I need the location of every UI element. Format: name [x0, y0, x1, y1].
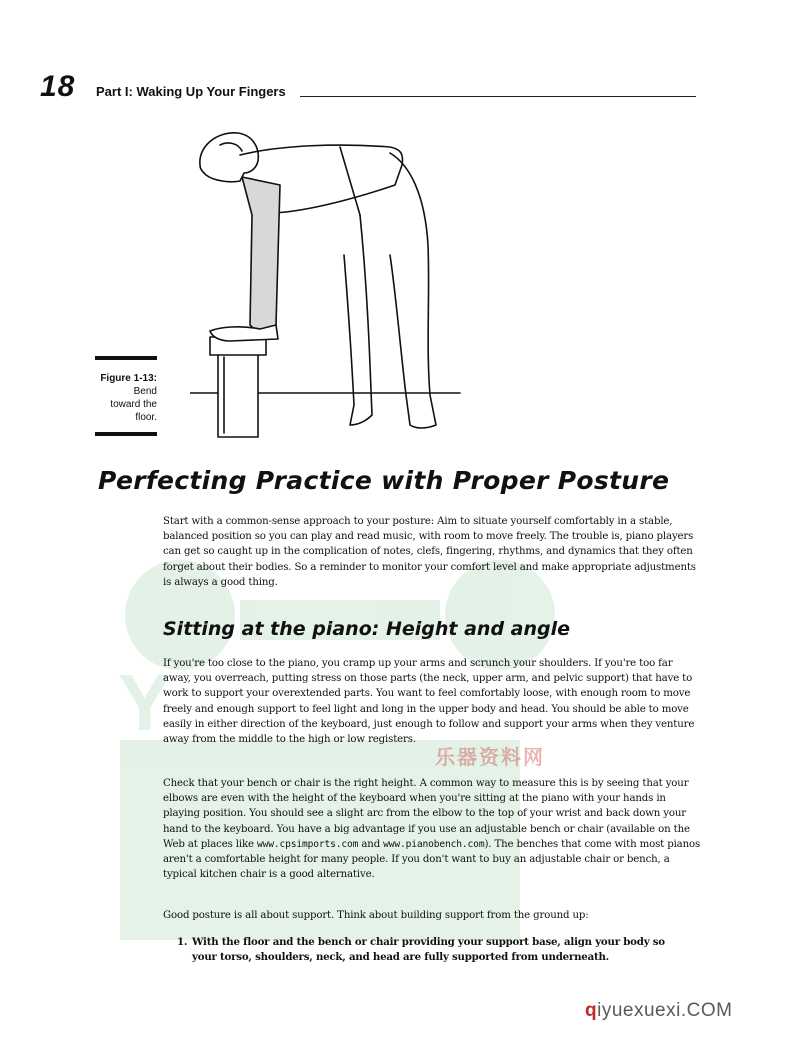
site-watermark-rest: iyuexuexi.COM — [597, 1000, 733, 1021]
list-item-number: 1. — [177, 936, 188, 948]
site-watermark-q: q — [585, 1000, 598, 1021]
figure-caption-line: Bend — [133, 386, 157, 397]
link-cpsimports[interactable]: www.cpsimports.com — [257, 838, 359, 850]
running-head: Part I: Waking Up Your Fingers — [96, 84, 286, 99]
paragraph-distance: If you're too close to the piano, you cramp up your arms and scrunch your shoulders. If you're too far away, you overreach, putting stress on those parts (the neck, upper arm, and pelvic support) that have to work to support your overextended parts. You want to feel comfortably loose, with enough room to move freely and enough support to feel light and long in the upper body and head. You should be able to move easily in either direction of the keyboard, just enough to follow and support your arms when they venture away from the middle to the high or low registers. — [163, 658, 695, 746]
svg-text:Y: Y — [118, 658, 172, 747]
figure-caption-line: toward the — [110, 399, 157, 410]
watermark-chinese-text: 乐器资料网 — [435, 745, 545, 769]
bending-person-illustration — [190, 125, 470, 445]
section-title: Perfecting Practice with Proper Posture — [98, 466, 670, 495]
subsection-title: Sitting at the piano: Height and angle — [163, 618, 571, 640]
list-item-text: With the floor and the bench or chair providing your support base, align your body so your torso, shoulders, neck, and head are fully supported from underneath. — [192, 936, 665, 964]
paragraph-text: Check that your bench or chair is the right height. A common way to measure this is by seeing that your elbows are even with the height of the keyboard when you're sitting at the piano with your hands in playing position. You should see a slight arc from the elbow to the top of your wrist and back down your hand to the keyboard. You have a big advantage if you use an adjustable bench or chair (available on the Web at places like — [163, 778, 690, 850]
figure-caption-line: floor. — [135, 412, 157, 423]
paragraph-support: Good posture is all about support. Think about building support from the ground up: — [163, 910, 589, 921]
page-number: 18 — [40, 70, 76, 103]
intro-paragraph: Start with a common-sense approach to your posture: Aim to situate yourself comfortably in a stable, balanced position so you can play and read music, with room to move freely. The trouble is, piano players can get so caught up in the complication of notes, clefs, fingering, rhythms, and dynamics that they often forget about their bodies. So a reminder to monitor your comfort level and make appropriate adjustments is always a good thing. — [163, 516, 696, 588]
list-item — [177, 935, 677, 965]
link-pianobench[interactable]: www.pianobench.com — [383, 838, 485, 850]
header-rule — [300, 96, 696, 97]
figure-caption — [95, 356, 157, 436]
figure-label: Figure 1-13: — [100, 373, 157, 384]
numbered-list — [177, 935, 677, 965]
site-watermark — [585, 1000, 732, 1022]
paragraph-text: and — [358, 838, 384, 850]
paragraph-text: ). The benches that come with most pianos aren't a comfortable height for many people. If you don't want to buy an adjustable chair or bench, a typical kitchen chair is a good alternative. — [163, 838, 701, 881]
paragraph-bench-height — [163, 776, 703, 882]
